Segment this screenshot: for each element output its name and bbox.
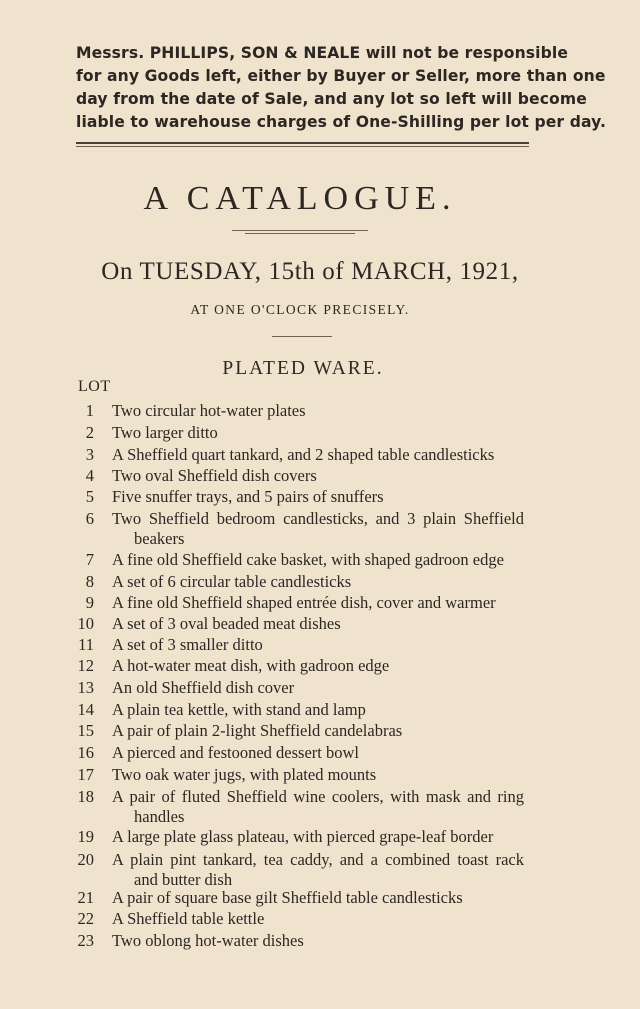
lot-item: [0, 445, 640, 465]
lot-number: 12: [77, 656, 94, 675]
lot-number: 15: [77, 721, 94, 740]
lot-description: A Sheffield table kettle: [112, 909, 265, 928]
lot-description: Two Sheffield bedroom candlesticks, and 3 plain Sheffield: [112, 509, 524, 528]
lot-number: 2: [85, 423, 94, 442]
lot-number: 3: [85, 445, 94, 464]
lot-item: [0, 614, 640, 634]
liability-notice: [76, 42, 606, 134]
lot-item: [0, 656, 640, 676]
lot-description: Two oval Sheffield dish covers: [112, 466, 317, 485]
lot-description-continued: beakers: [134, 529, 185, 548]
lot-item: [0, 572, 640, 592]
notice-line: day from the date of Sale, and any lot so left will become: [76, 90, 587, 108]
lot-description: Two oak water jugs, with plated mounts: [112, 765, 377, 784]
lot-item: [0, 888, 640, 908]
lot-description: A set of 3 oval beaded meat dishes: [112, 614, 341, 633]
lot-description: A set of 6 circular table candlesticks: [112, 572, 352, 591]
lot-description: A fine old Sheffield cake basket, with shaped gadroon edge: [112, 550, 504, 569]
lot-description: A pair of plain 2-light Sheffield candelabras: [112, 721, 403, 740]
lot-item: [0, 401, 640, 421]
lot-item: [0, 931, 640, 951]
lot-number: 7: [85, 550, 94, 569]
lot-item: [0, 827, 640, 847]
lot-number: 18: [77, 787, 94, 806]
lot-item: [0, 635, 640, 655]
divider-thin: [76, 146, 529, 147]
lot-item: [0, 423, 640, 443]
lot-item: [0, 850, 640, 890]
lot-item: [0, 700, 640, 720]
lot-number: 9: [85, 593, 94, 612]
lot-number: 1: [85, 401, 94, 420]
section-title: PLATED WARE.: [222, 358, 384, 379]
lot-description: A set of 3 smaller ditto: [112, 635, 263, 654]
lot-description: A Sheffield quart tankard, and 2 shaped table candlesticks: [112, 445, 495, 464]
lot-description: A pair of square base gilt Sheffield table candlesticks: [112, 888, 463, 907]
lot-number: 20: [77, 850, 94, 869]
lot-description-continued: and butter dish: [134, 870, 233, 889]
lot-number: 13: [77, 678, 94, 697]
lot-description: An old Sheffield dish cover: [112, 678, 295, 697]
lot-description: Five snuffer trays, and 5 pairs of snuffers: [112, 487, 384, 506]
lot-number: 4: [85, 466, 94, 485]
lot-item: [0, 487, 640, 507]
lot-number: 5: [85, 487, 94, 506]
lot-description: A large plate glass plateau, with pierced grape-leaf border: [112, 827, 494, 846]
lot-item: [0, 509, 640, 549]
lot-description: Two larger ditto: [112, 423, 218, 442]
notice-line: liable to warehouse charges of One-Shilling per lot per day.: [76, 113, 606, 131]
lot-description: A plain tea kettle, with stand and lamp: [112, 700, 366, 719]
ornamental-rule: [232, 230, 368, 231]
catalogue-title: A CATALOGUE.: [143, 180, 457, 217]
lot-number: 19: [77, 827, 94, 846]
lot-description: Two oblong hot-water dishes: [112, 931, 304, 950]
lot-description: A plain pint tankard, tea caddy, and a combined toast rack: [112, 850, 524, 869]
lot-item: [0, 787, 640, 827]
lot-item: [0, 765, 640, 785]
lot-column-header: LOT: [78, 378, 111, 395]
lot-description: A pierced and festooned dessert bowl: [112, 743, 359, 762]
lot-item: [0, 550, 640, 570]
lot-description: A fine old Sheffield shaped entrée dish, cover and warmer: [112, 593, 496, 612]
lot-description-continued: handles: [134, 807, 185, 826]
lot-number: 8: [85, 572, 94, 591]
lot-item: [0, 743, 640, 763]
lot-item: [0, 466, 640, 486]
lot-number: 14: [77, 700, 94, 719]
notice-line: for any Goods left, either by Buyer or Seller, more than one: [76, 67, 606, 85]
lot-item: [0, 678, 640, 698]
divider-thick: [76, 142, 529, 144]
lot-number: 6: [85, 509, 94, 528]
lot-item: [0, 721, 640, 741]
lot-number: 11: [78, 635, 94, 654]
lot-number: 21: [77, 888, 94, 907]
lot-description: A hot-water meat dish, with gadroon edge: [112, 656, 390, 675]
lot-number: 16: [77, 743, 94, 762]
short-divider: [272, 336, 332, 337]
lot-item: [0, 593, 640, 613]
notice-line: Messrs. PHILLIPS, SON & NEALE will not be responsible: [76, 44, 569, 62]
lot-description: Two circular hot-water plates: [112, 401, 306, 420]
sale-date: On TUESDAY, 15th of MARCH, 1921,: [101, 258, 519, 285]
lot-number: 17: [77, 765, 94, 784]
ornamental-rule: [245, 233, 355, 234]
lot-item: [0, 909, 640, 929]
lot-number: 23: [77, 931, 94, 950]
lot-number: 10: [77, 614, 94, 633]
lot-description: A pair of fluted Sheffield wine coolers, with mask and ring: [112, 787, 524, 806]
sale-time: AT ONE O'CLOCK PRECISELY.: [190, 302, 410, 317]
lot-number: 22: [77, 909, 94, 928]
